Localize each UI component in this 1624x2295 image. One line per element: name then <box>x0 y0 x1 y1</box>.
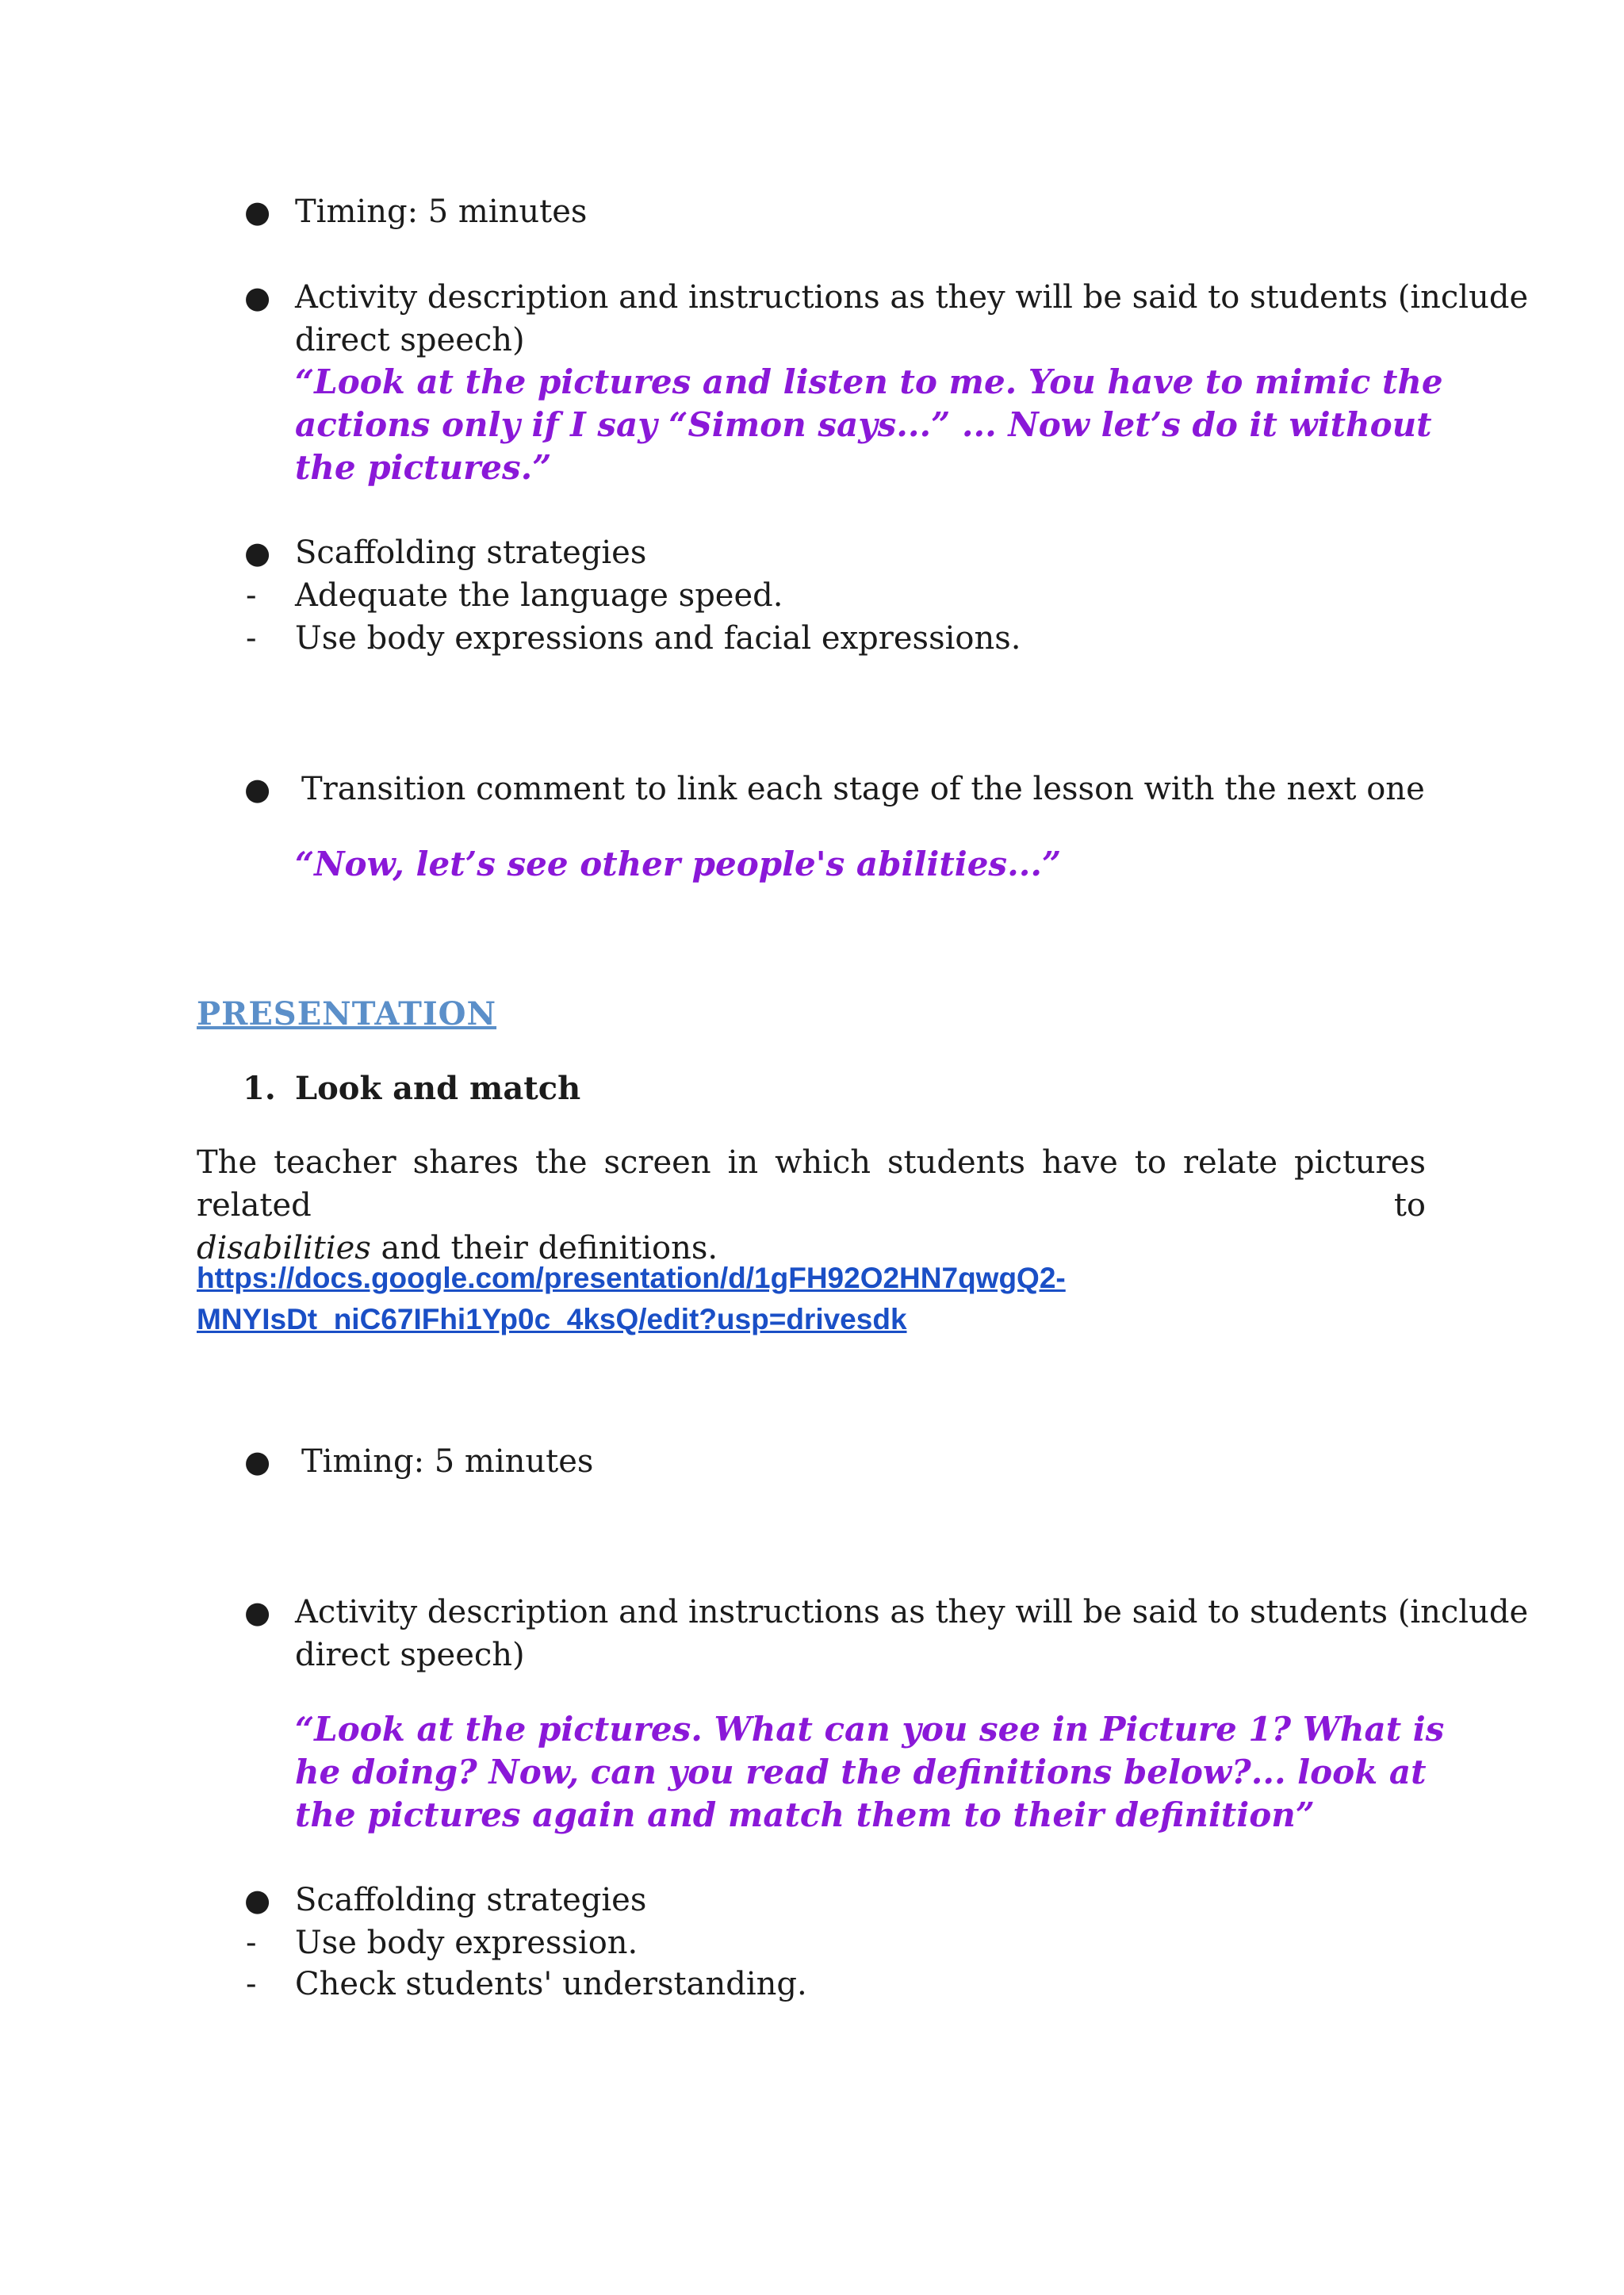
presentation-heading[interactable]: PRESENTATION <box>197 995 497 1033</box>
presentation-paragraph <box>197 1141 1426 1270</box>
scaffolding-item-text: Use body expressions and facial expressions. <box>295 620 1021 657</box>
scaffolding-item <box>197 531 1426 574</box>
scaffolding-list-item <box>197 574 1426 617</box>
timing-text: Timing: 5 minutes <box>295 193 588 230</box>
scaffolding-item-text: Adequate the language speed. <box>295 577 783 614</box>
dash-marker: - <box>246 577 257 614</box>
transition-item <box>197 768 1426 810</box>
scaffolding-list-item <box>197 1921 1426 1964</box>
timing-text: Timing: 5 minutes <box>301 1443 594 1480</box>
activity-text-line1: Activity description and instructions as they will be said to students (include <box>295 279 1529 316</box>
paragraph-italic: disabilities <box>197 1230 371 1266</box>
bullet-icon: ● <box>244 280 271 315</box>
scaffolding-item <box>197 1879 1426 1921</box>
bullet-icon: ● <box>244 1444 271 1479</box>
subheading-number: 1. <box>243 1070 276 1107</box>
paragraph-line1: The teacher shares the screen in which students have to relate pictures related to <box>197 1144 1426 1224</box>
bullet-icon: ● <box>244 1883 271 1918</box>
activity-item <box>197 276 1529 362</box>
activity-text-line2: direct speech) <box>295 322 525 358</box>
timing-item <box>197 1440 1426 1483</box>
dash-marker: - <box>246 1966 257 2002</box>
timing-item <box>197 190 1426 233</box>
transition-quote: “Now, let’s see other people's abilities...” <box>295 845 1062 883</box>
bullet-icon: ● <box>244 772 271 807</box>
transition-text: Transition comment to link each stage of the lesson with the next one <box>301 771 1425 807</box>
bullet-icon: ● <box>244 194 271 229</box>
activity-quote: “Look at the pictures. What can you see in Picture 1? What is he doing? Now, can you read the definitions below?... look at the pictures again and match them to their definition” <box>295 1710 1445 1834</box>
scaffolding-item-text: Use body expression. <box>295 1925 638 1961</box>
bullet-icon: ● <box>244 535 271 570</box>
activity-item <box>197 1591 1529 1676</box>
scaffolding-list-item <box>197 617 1426 660</box>
paragraph-end: and their definitions. <box>370 1230 718 1266</box>
presentation-link[interactable]: https://docs.google.com/presentation/d/1gFH92O2HN7qwgQ2- MNYIsDt_niC67IFhi1Yp0c_4ksQ/edit?usp=drivesdk <box>197 1262 1066 1335</box>
dash-marker: - <box>246 620 257 657</box>
scaffolding-title: Scaffolding strategies <box>295 1882 647 1918</box>
activity-quote: “Look at the pictures and listen to me. You have to mimic the actions only if I say “Simon says...” ... Now let’s do it without the pictures.” <box>295 362 1443 487</box>
scaffolding-item-text: Check students' understanding. <box>295 1966 807 2002</box>
subheading-title: Look and match <box>295 1070 581 1107</box>
activity-text-line2: direct speech) <box>295 1637 525 1673</box>
scaffolding-list-item <box>197 1963 1426 2006</box>
dash-marker: - <box>246 1925 257 1961</box>
activity-text-line1: Activity description and instructions as they will be said to students (include <box>295 1594 1529 1630</box>
bullet-icon: ● <box>244 1595 271 1630</box>
scaffolding-title: Scaffolding strategies <box>295 534 647 571</box>
